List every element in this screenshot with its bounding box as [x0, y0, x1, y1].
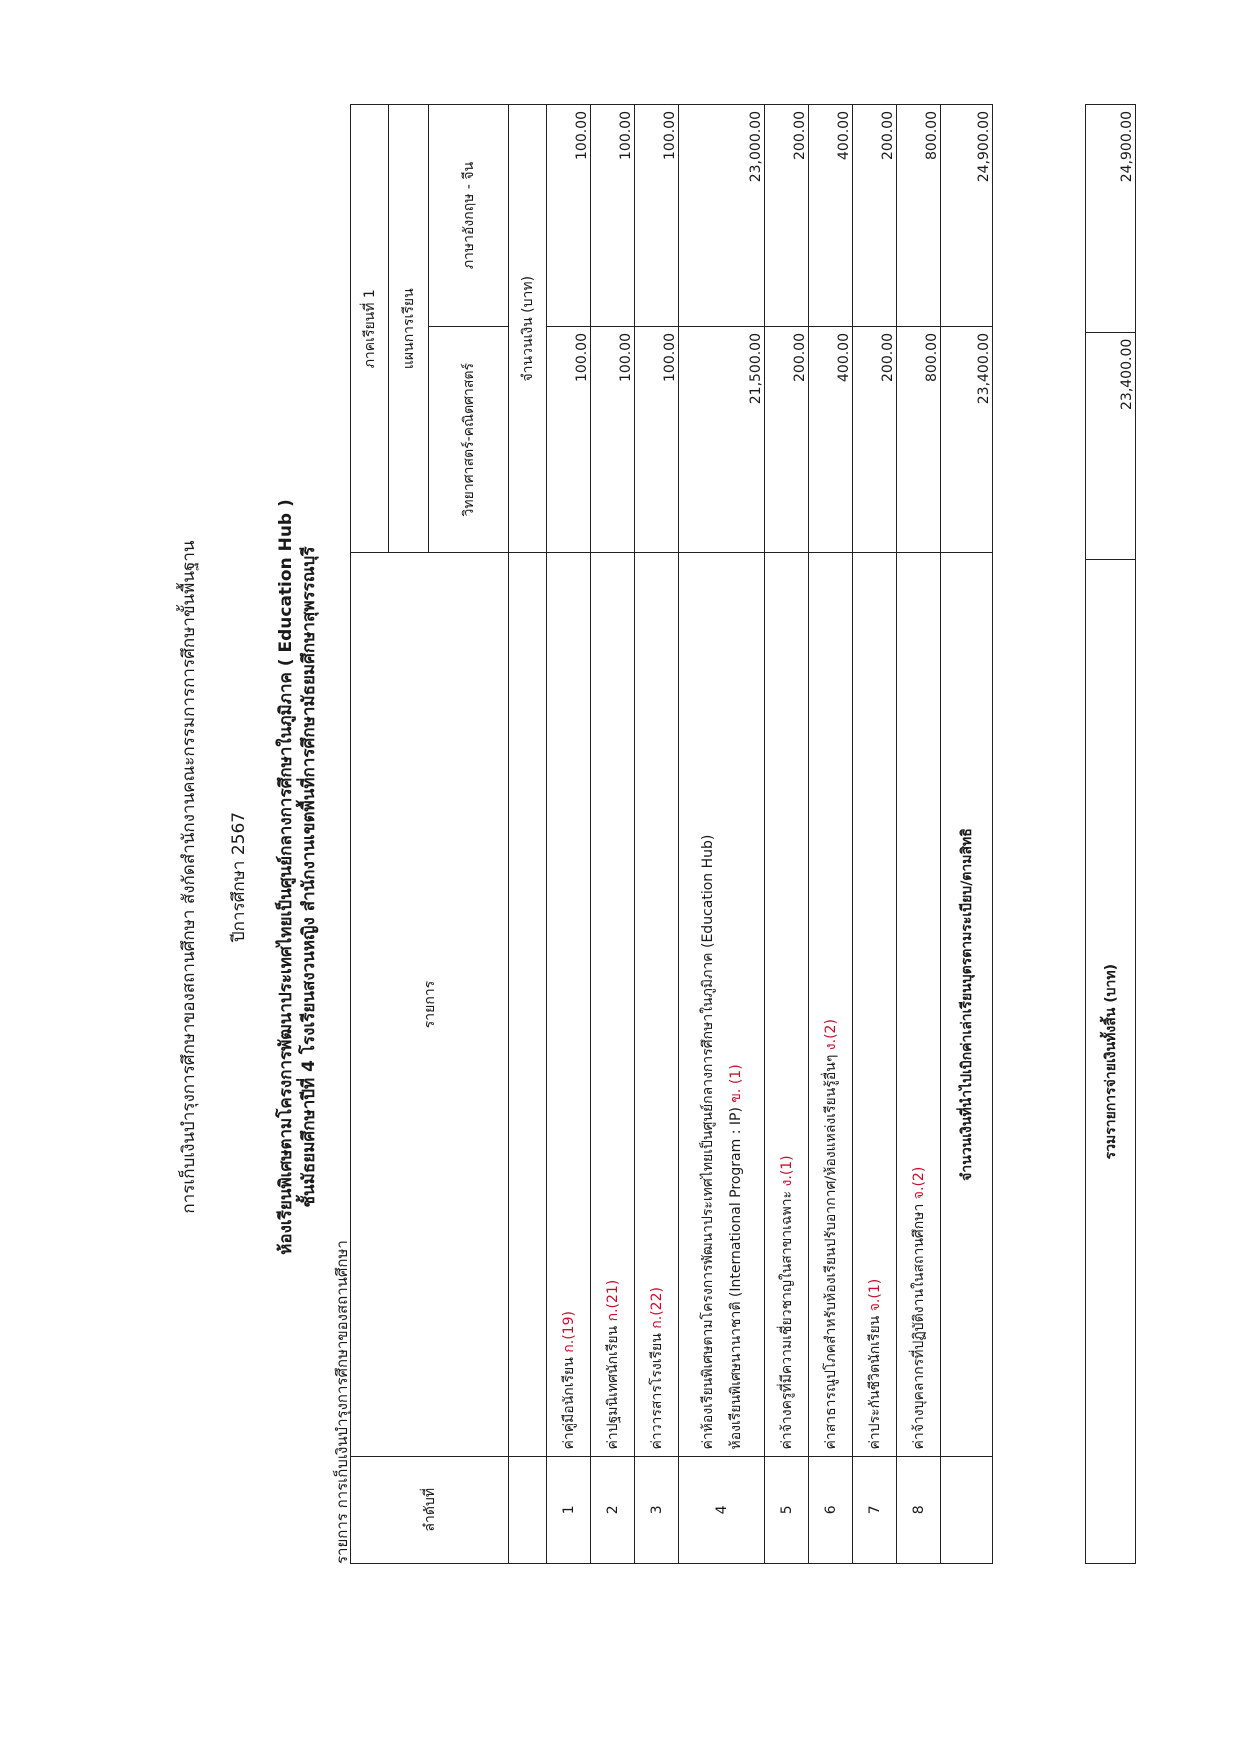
- row-item: ค่าสาธารณูปโภคสำหรับห้องเรียนปรับอากาศ/ห้องแหล่งเรียนรู้อื่นๆ ง.(2): [809, 553, 853, 1456]
- row-sci-amount: 200.00: [853, 326, 897, 552]
- row-no: 5: [765, 1456, 809, 1563]
- row-lang-amount: 800.00: [897, 105, 941, 327]
- row-no: 6: [809, 1456, 853, 1563]
- row-no: 4: [679, 1456, 765, 1563]
- row-lang-amount: 100.00: [635, 105, 679, 327]
- grand-total-table: [1085, 104, 1136, 1564]
- table-caption: รายการ การเก็บเงินบำรุงการศึกษาของสถานศึกษา: [333, 1240, 351, 1564]
- row-lang-amount: 200.00: [853, 105, 897, 327]
- row-item: ค่าวารสารโรงเรียน ก.(22): [635, 553, 679, 1456]
- row-sci-amount: 800.00: [897, 326, 941, 552]
- school-line: ชั้นมัธยมศึกษาปีที่ 4 โรงเรียนสงวนหญิง สำนักงานเขตพื้นที่การศึกษามัธยมศึกษาสุพรรณบุรี: [299, 546, 319, 1208]
- row-no: 2: [591, 1456, 635, 1563]
- subtotal-sci-amount: 23,400.00: [941, 326, 993, 552]
- table-row: [635, 105, 679, 1564]
- table-row: [591, 105, 635, 1564]
- plan-header: แผนการเรียน: [389, 105, 429, 553]
- row-no: 1: [547, 1456, 591, 1563]
- row-sci-amount: 21,500.00: [679, 326, 765, 552]
- row-sci-amount: 400.00: [809, 326, 853, 552]
- unit-header: จำนวนเงิน (บาท): [509, 105, 547, 553]
- row-sci-amount: 200.00: [765, 326, 809, 552]
- doc-title: การเก็บเงินบำรุงการศึกษาของสถานศึกษา สังกัดสำนักงานคณะกรรมการการศึกษาขั้นพื้นฐาน: [179, 540, 199, 1214]
- row-lang-amount: 100.00: [591, 105, 635, 327]
- grand-total-lang-amount: 24,900.00: [1086, 105, 1136, 333]
- row-item: ค่าประกันชีวิตนักเรียน จ.(1): [853, 553, 897, 1456]
- academic-year: ปีการศึกษา 2567: [229, 811, 249, 943]
- subtotal-lang-amount: 24,900.00: [941, 105, 993, 327]
- row-lang-amount: 200.00: [765, 105, 809, 327]
- grand-total-sci-amount: 23,400.00: [1086, 332, 1136, 560]
- fee-table: [350, 104, 993, 1564]
- plan-lang-header: ภาษาอังกฤษ - จีน: [429, 105, 509, 327]
- grand-total-label: รวมรายการจ่ายเงินทั้งสิ้น (บาท): [1086, 560, 1136, 1564]
- row-item: ค่าจ้างครูที่มีความเชี่ยวชาญในสาขาเฉพาะ ง.(1): [765, 553, 809, 1456]
- row-lang-amount: 400.00: [809, 105, 853, 327]
- plan-sci-header: วิทยาศาสตร์-คณิตศาสตร์: [429, 326, 509, 552]
- row-no: 7: [853, 1456, 897, 1563]
- row-item: ค่าจ้างบุคลากรที่ปฏิบัติงานในสถานศึกษา จ.(2): [897, 553, 941, 1456]
- subtotal-label: จำนวนเงินที่นำไปเบิกค่าเล่าเรียนบุตรตามระเบียบ/ตามสิทธิ: [941, 553, 993, 1456]
- table-row: [765, 105, 809, 1564]
- row-item: ค่าคู่มือนักเรียน ก.(19): [547, 553, 591, 1456]
- table-row: [679, 105, 765, 1564]
- row-lang-amount: 23,000.00: [679, 105, 765, 327]
- row-no: 8: [897, 1456, 941, 1563]
- program-title: ห้องเรียนพิเศษตามโครงการพัฒนาประเทศไทยเป็นศูนย์กลางการศึกษาในภูมิภาค ( Education Hub ): [276, 499, 296, 1255]
- table-row: [809, 105, 853, 1564]
- semester-header: ภาคเรียนที่ 1: [351, 105, 389, 553]
- subtotal-row: [941, 105, 993, 1564]
- row-no: 3: [635, 1456, 679, 1563]
- row-sci-amount: 100.00: [635, 326, 679, 552]
- col-item-header: รายการ: [351, 553, 509, 1456]
- table-row: [897, 105, 941, 1564]
- row-item: ค่าปฐมนิเทศนักเรียน ก.(21): [591, 553, 635, 1456]
- table-row: [547, 105, 591, 1564]
- row-lang-amount: 100.00: [547, 105, 591, 327]
- table-row: [853, 105, 897, 1564]
- col-no-header: ลำดับที่: [351, 1456, 509, 1563]
- row-sci-amount: 100.00: [547, 326, 591, 552]
- row-sci-amount: 100.00: [591, 326, 635, 552]
- row-item: ค่าห้องเรียนพิเศษตามโครงการพัฒนาประเทศไทยเป็นศูนย์กลางการศึกษาในภูมิภาค (Education Hub) ห้องเรียนพิเศษนานาชาติ (International Program : IP) ข. (1): [679, 553, 765, 1456]
